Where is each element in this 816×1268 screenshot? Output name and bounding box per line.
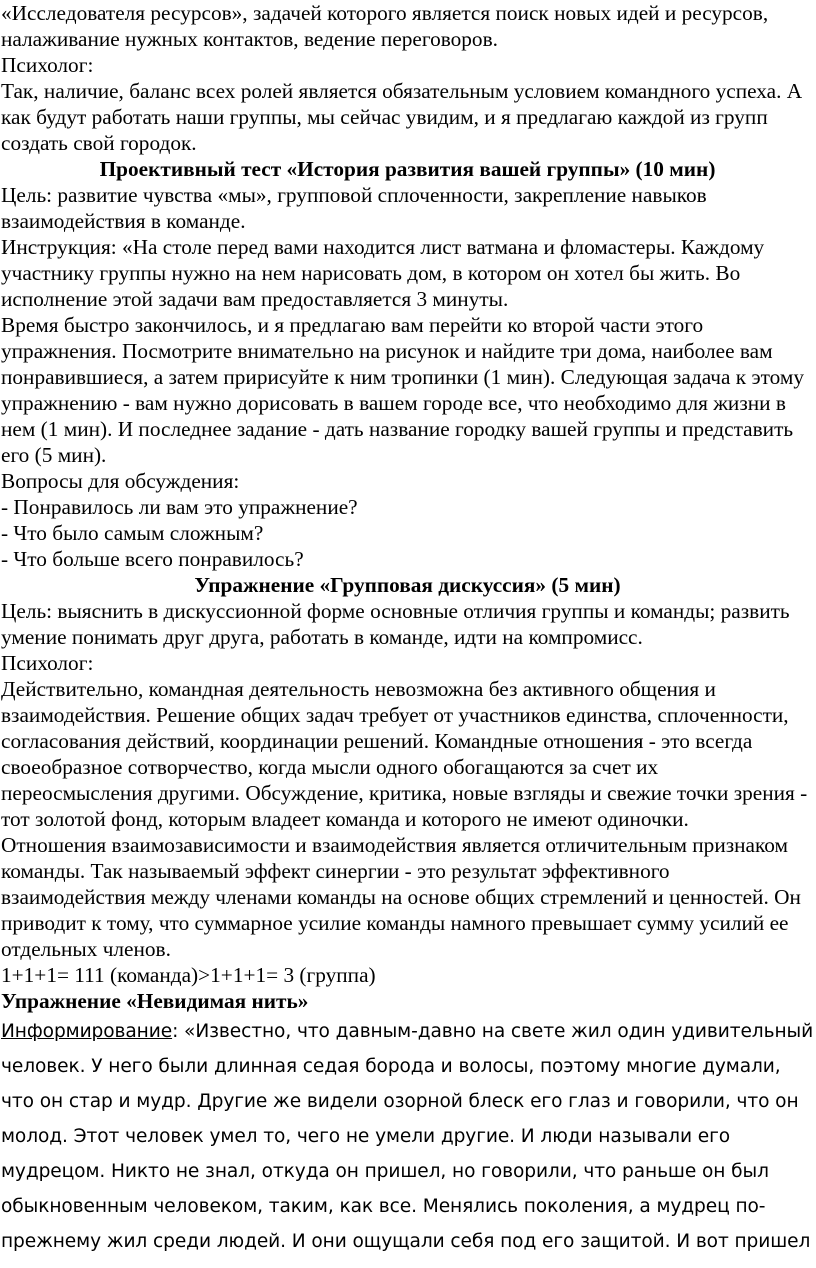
final-paragraph (1, 1014, 814, 1259)
paragraph: Цель: выяснить в дискуссионной форме основные отличия группы и команды; развить умение понимать друг друга, работать в команде, идти на компромисс. (1, 599, 790, 649)
paragraph: Так, наличие, баланс всех ролей является обязательным условием командного успеха. А как будут работать наши группы, мы сейчас увидим, и я предлагаю каждой из групп создать свой городок. (1, 79, 803, 155)
list-item: - Понравилось ли вам это упражнение? (1, 495, 358, 519)
document-body (1, 0, 814, 1014)
label-separator: : (172, 1021, 179, 1042)
paragraph-text: «Известно, что давным-давно на свете жил один удивительный человек. У него были длинная седая борода и волосы, поэтому многие думали, что он стар и мудр. Другие же видели озорной блеск его глаз и говорили, что он молод. Этот человек умел то, чего не умели другие. И люди называли его мудрецом. Никто не знал, откуда он пришел, но говорили, что раньше он был обыкновенным человеком, таким, как все. Менялись поколения, а мудрец по-прежнему жил среди людей. И они ощущали себя под его защитой. И вот пришел (1, 1021, 814, 1252)
paragraph: Отношения взаимозависимости и взаимодействия является отличительным признаком команды. Так называемый эффект синергии - это результат эффективного взаимодействия между членами команды на основе общих стремлений и ценностей. Он приводит к тому, что суммарное усилие команды намного превышает сумму усилий ее отдельных членов. (1, 833, 801, 961)
list-item: - Что было самым сложным? (1, 521, 264, 545)
paragraph: Действительно, командная деятельность невозможна без активного общения и взаимодействия. Решение общих задач требует от участников единства, сплоченности, согласования действий, координации решений. Командные отношения - это всегда своеобразное сотворчество, когда мысли одного обогащаются за счет их переосмысления другими. Обсуждение, критика, новые взгляды и свежие точки зрения - тот золотой фонд, которым владеет команда и которого не имеют одиночки. (1, 677, 808, 831)
formula-line: 1+1+1= 111 (команда)>1+1+1= 3 (группа) (1, 963, 376, 987)
section-heading: Проективный тест «История развития вашей группы» (10 мин) (99, 157, 716, 181)
speaker-label: Психолог: (1, 53, 94, 77)
paragraph: Цель: развитие чувства «мы», групповой сплоченности, закрепление навыков взаимодействия в команде. (1, 183, 707, 233)
paragraph: Инструкция: «На столе перед вами находится лист ватмана и фломастеры. Каждому участнику группы нужно на нем нарисовать дом, в котором он хотел бы жить. Во исполнение этой задачи вам предоставляется 3 минуты. (1, 235, 765, 311)
section-heading: Упражнение «Групповая дискуссия» (5 мин) (194, 573, 621, 597)
section-heading: Упражнение «Невидимая нить» (1, 989, 309, 1013)
paragraph: «Исследователя ресурсов», задачей которого является поиск новых идей и ресурсов, налаживание нужных контактов, ведение переговоров. (1, 1, 769, 51)
speaker-label: Психолог: (1, 651, 94, 675)
paragraph: Время быстро закончилось, и я предлагаю вам перейти ко второй части этого упражнения. Посмотрите внимательно на рисунок и найдите три дома, наиболее вам понравившиеся, а затем пририсуйте к ним тропинки (1 мин). Следующая задача к этому упражнению - вам нужно дорисовать в вашем городе все, что необходимо для жизни в нем (1 мин). И последнее задание - дать название городку вашей группы и представить его (5 мин). (1, 313, 805, 467)
paragraph: Вопросы для обсуждения: (1, 469, 240, 493)
inline-label: Информирование (1, 1021, 173, 1042)
list-item: - Что больше всего понравилось? (1, 547, 304, 571)
